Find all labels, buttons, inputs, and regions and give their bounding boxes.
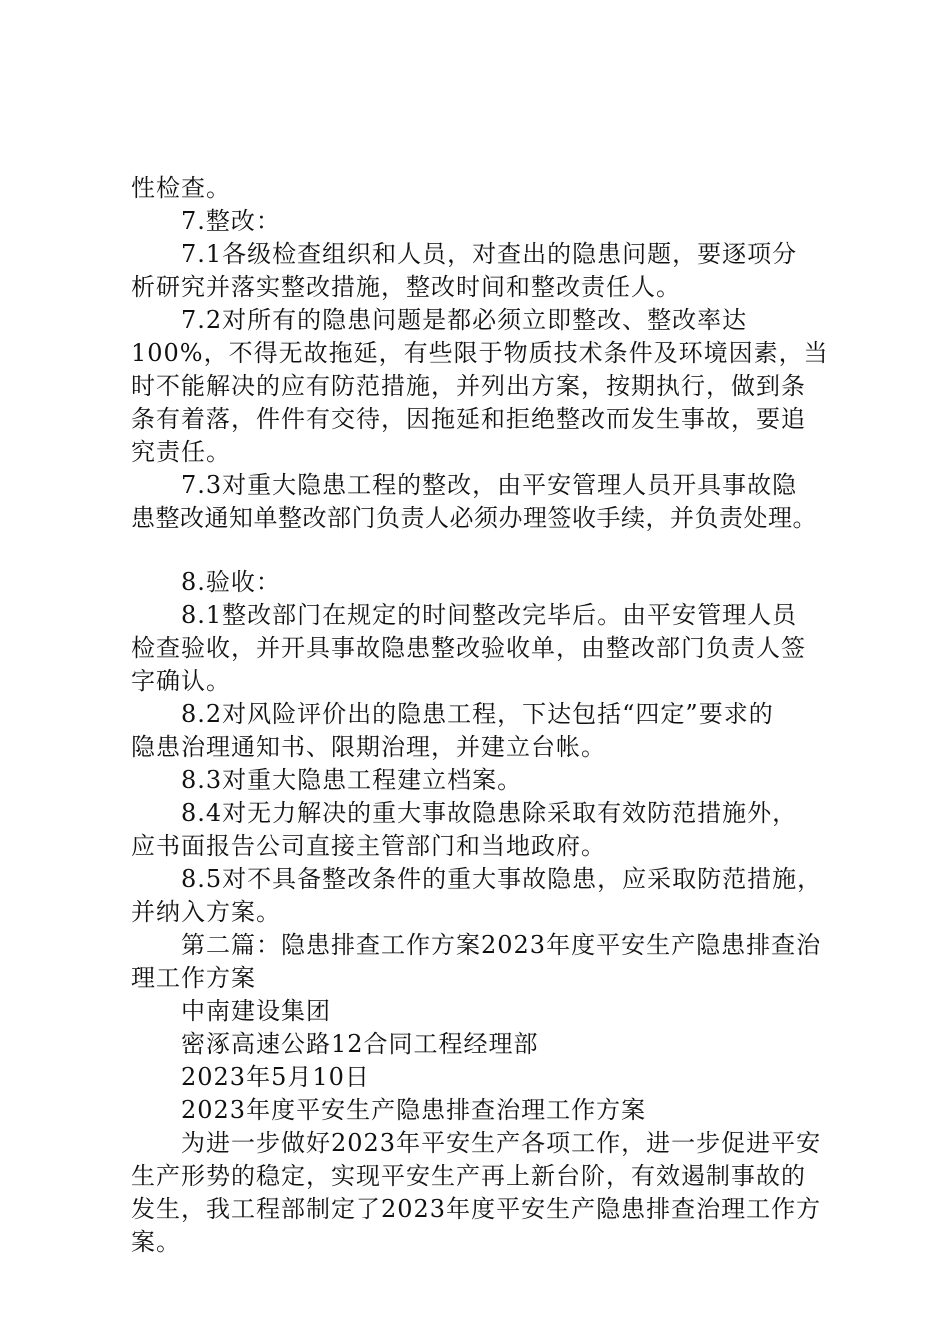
text-line: 发生，我工程部制定了2023年度平安生产隐患排查治理工作方	[131, 1195, 822, 1223]
text-line: 为进一步做好2023年平安生产各项工作，进一步促进平安	[181, 1129, 822, 1157]
text-line: 7.3对重大隐患工程的整改，由平安管理人员开具事故隐	[181, 471, 798, 499]
text-line: 生产形势的稳定，实现平安生产再上新台阶，有效遏制事故的	[131, 1162, 806, 1190]
text-line: 时不能解决的应有防范措施，并列出方案，按期执行，做到条	[131, 372, 806, 400]
text-line: 8.2对风险评价出的隐患工程，下达包括“四定”要求的	[181, 700, 774, 728]
text-line: 7.2对所有的隐患问题是都必须立即整改、整改率达	[181, 306, 748, 334]
department-name: 密涿高速公路12合同工程经理部	[181, 1030, 539, 1058]
text-line: 8.3对重大隐患工程建立档案。	[181, 766, 523, 794]
text-line: 案。	[131, 1228, 181, 1256]
text-line: 性检查。	[131, 174, 231, 202]
plan-title: 2023年度平安生产隐患排查治理工作方案	[181, 1096, 647, 1124]
text-line: 应书面报告公司直接主管部门和当地政府。	[131, 832, 606, 860]
text-line: 8.1整改部门在规定的时间整改完毕后。由平安管理人员	[181, 601, 798, 629]
chapter-title: 第二篇：隐患排查工作方案2023年度平安生产隐患排查治	[181, 931, 822, 959]
text-line: 患整改通知单整改部门负责人必须办理签收手续，并负责处理。	[131, 504, 817, 532]
organization-name: 中南建设集团	[181, 997, 331, 1025]
text-line: 7.1各级检查组织和人员，对查出的隐患问题，要逐项分	[181, 240, 798, 268]
text-line: 8.5对不具备整改条件的重大事故隐患，应采取防范措施，	[181, 865, 823, 893]
section-heading: 8.验收：	[181, 568, 281, 596]
text-line: 100%，不得无故拖延，有些限于物质技术条件及环境因素，当	[131, 339, 829, 367]
section-heading: 7.整改：	[181, 207, 281, 235]
text-line: 8.4对无力解决的重大事故隐患除采取有效防范措施外，	[181, 799, 798, 827]
chapter-title: 理工作方案	[131, 964, 256, 992]
text-line: 检查验收，并开具事故隐患整改验收单，由整改部门负责人签	[131, 634, 806, 662]
text-line: 隐患治理通知书、限期治理，并建立台帐。	[131, 733, 606, 761]
text-line: 析研究并落实整改措施，整改时间和整改责任人。	[131, 273, 681, 301]
text-line: 字确认。	[131, 667, 231, 695]
text-line: 并纳入方案。	[131, 898, 281, 926]
text-line: 条有着落，件件有交待，因拖延和拒绝整改而发生事故，要追	[131, 405, 806, 433]
text-line: 究责任。	[131, 438, 231, 466]
document-date: 2023年5月10日	[181, 1063, 370, 1091]
